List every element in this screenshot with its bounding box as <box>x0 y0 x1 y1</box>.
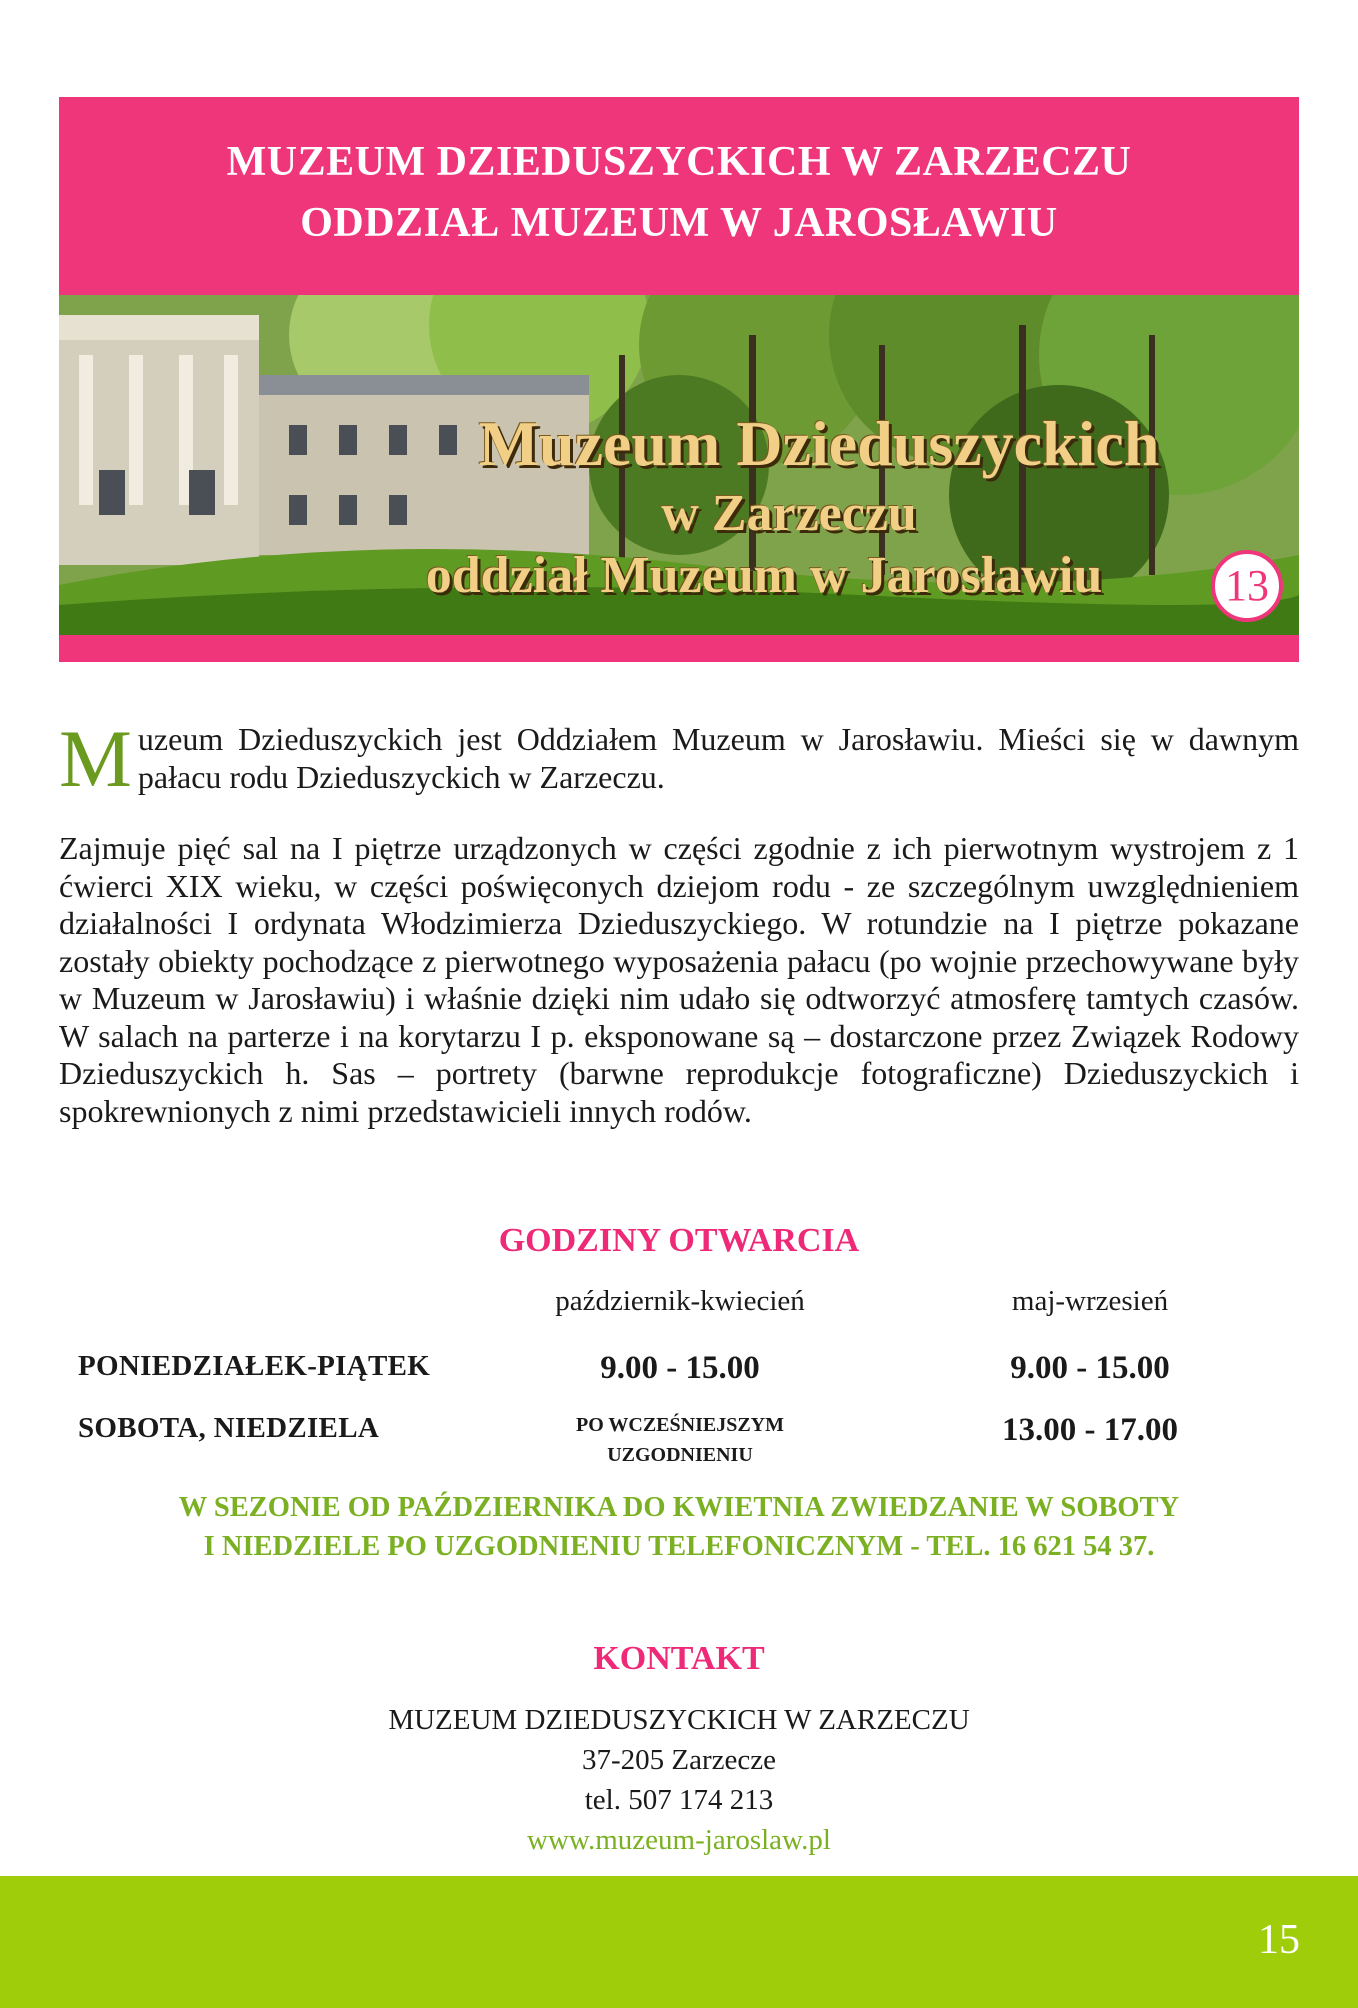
column-header-autumn-spring: październik-kwiecień <box>555 1285 805 1317</box>
weekdays-hours-autumn: 9.00 - 15.00 <box>600 1350 760 1386</box>
footer-bar <box>0 1876 1358 2008</box>
section-number-badge: 13 <box>1211 550 1283 622</box>
header-panel <box>59 97 1299 662</box>
header-title <box>59 132 1299 254</box>
contact-block <box>0 1700 1358 1860</box>
banner-line1: Muzeum Dzieduszyckich <box>478 408 1160 479</box>
season-notice-line1: W SEZONIE OD PAŹDZIERNIKA DO KWIETNIA ZWIEDZANIE W SOBOTY <box>178 1492 1180 1523</box>
contact-phone: tel. 507 174 213 <box>584 1784 774 1816</box>
weekend-hours-autumn <box>520 1410 840 1470</box>
banner-line2: w Zarzeczu <box>661 485 917 542</box>
page-number: 15 <box>1258 1917 1300 1963</box>
banner-title <box>329 405 1299 607</box>
weekend-autumn-line2: UZGODNIENIU <box>607 1444 753 1466</box>
intro-text: uzeum Dzieduszyckich jest Oddziałem Muzeum w Jarosławiu. Mieści się w dawnym pałacu rodu Dzieduszyckich w Zarzeczu. <box>137 721 1299 795</box>
description-paragraph: Zajmuje pięć sal na I piętrze urządzonych w części zgodnie z ich pierwotnym wystrojem z 1 ćwierci XIX wieku, w części poświęconych dziejom rodu - ze szczególnym uwzględnieniem działalności I ordynata Włodzimierza Dzieduszyckiego. W rotundzie na I piętrze pokazane zostały obiekty pochodzące z pierwotnego wyposażenia pałacu (po wojnie przechowywane były w Muzeum w Jarosławiu) i właśnie dzięki nim udało się odtworzyć atmosferę tamtych czasów. W salach na parterze i na korytarzu I p. eksponowane są – dostarczone przez Związek Rodowy Dzieduszyckich h. Sas – portrety (barwne reprodukcje fotograficzne) Dzieduszyckich i spokrewnionych z nimi przedstawicieli innych rodów. <box>59 830 1299 1129</box>
banner-image <box>59 295 1299 635</box>
contact-name: MUZEUM DZIEDUSZYCKICH W ZARZECZU <box>388 1704 970 1736</box>
weekend-hours-summer: 13.00 - 17.00 <box>1002 1412 1178 1448</box>
contact-title: KONTAKT <box>593 1640 765 1677</box>
weekdays-hours-summer: 9.00 - 15.00 <box>1010 1350 1170 1386</box>
contact-website-link[interactable]: www.muzeum-jaroslaw.pl <box>527 1824 831 1856</box>
season-notice <box>0 1488 1358 1566</box>
intro-paragraph <box>59 713 1299 804</box>
row-label-weekdays: PONIEDZIAŁEK-PIĄTEK <box>78 1350 431 1382</box>
drop-cap: M <box>59 713 132 804</box>
banner-line3: oddział Muzeum w Jarosławiu <box>425 547 1103 604</box>
weekend-autumn-line1: PO WCZEŚNIEJSZYM <box>575 1414 784 1436</box>
contact-address: 37-205 Zarzecze <box>581 1744 776 1776</box>
header-title-line1: MUZEUM DZIEDUSZYCKICH W ZARZECZU <box>226 139 1132 185</box>
column-header-summer: maj-wrzesień <box>1011 1285 1169 1317</box>
header-title-line2: ODDZIAŁ MUZEUM W JAROSŁAWIU <box>300 200 1058 246</box>
row-label-weekend: SOBOTA, NIEDZIELA <box>78 1412 380 1444</box>
season-notice-line2: I NIEDZIELE PO UZGODNIENIU TELEFONICZNYM - TEL. 16 621 54 37. <box>203 1531 1155 1562</box>
opening-hours-title: GODZINY OTWARCIA <box>498 1222 860 1259</box>
